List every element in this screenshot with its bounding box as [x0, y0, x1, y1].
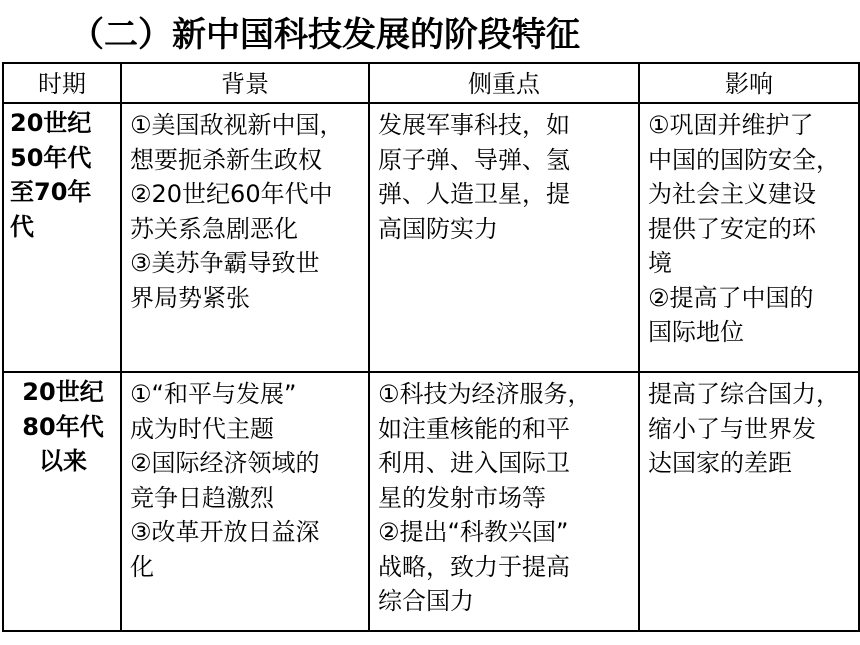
page-title: （二）新中国科技发展的阶段特征 [70, 15, 580, 55]
header-focus: 侧重点 [369, 63, 639, 103]
background-cell [121, 372, 369, 631]
background-text: ①美国敌视新中国， 想要扼杀新生政权 ②20世纪60年代中 苏关系急剧恶化 ③美苏争霸导致世 界局势紧张 [130, 111, 344, 312]
period-text: 20世纪 50年代 至70年 代 [10, 109, 92, 241]
focus-text: 发展军事科技，如 原子弹、导弹、氢 弹、人造卫星，提 高国防实力 [378, 111, 570, 243]
period-cell [3, 372, 121, 631]
impact-cell [639, 372, 859, 631]
tech-development-table [2, 62, 860, 632]
focus-cell [369, 372, 639, 631]
table-header-row [3, 63, 859, 103]
header-impact: 影响 [639, 63, 859, 103]
table-row [3, 103, 859, 372]
header-period: 时期 [3, 63, 121, 103]
period-cell [3, 103, 121, 372]
impact-cell [639, 103, 859, 372]
focus-text: ①科技为经济服务， 如注重核能的和平 利用、进入国际卫 星的发射市场等 ②提出“科教兴国” 战略，致力于提高 综合国力 [378, 380, 592, 616]
table-row [3, 372, 859, 631]
focus-cell [369, 103, 639, 372]
impact-text: 提高了综合国力， 缩小了与世界发 达国家的差距 [648, 380, 840, 478]
background-text: ①“和平与发展” 成为时代主题 ②国际经济领域的 竞争日趋激烈 ③改革开放日益深 化 [130, 380, 320, 581]
impact-text: ①巩固并维护了 中国的国防安全， 为社会主义建设 提供了安定的环 境 ②提高了中国的 国际地位 [648, 111, 840, 347]
header-background: 背景 [121, 63, 369, 103]
background-cell [121, 103, 369, 372]
period-text: 20世纪 80年代 以来 [22, 378, 104, 476]
